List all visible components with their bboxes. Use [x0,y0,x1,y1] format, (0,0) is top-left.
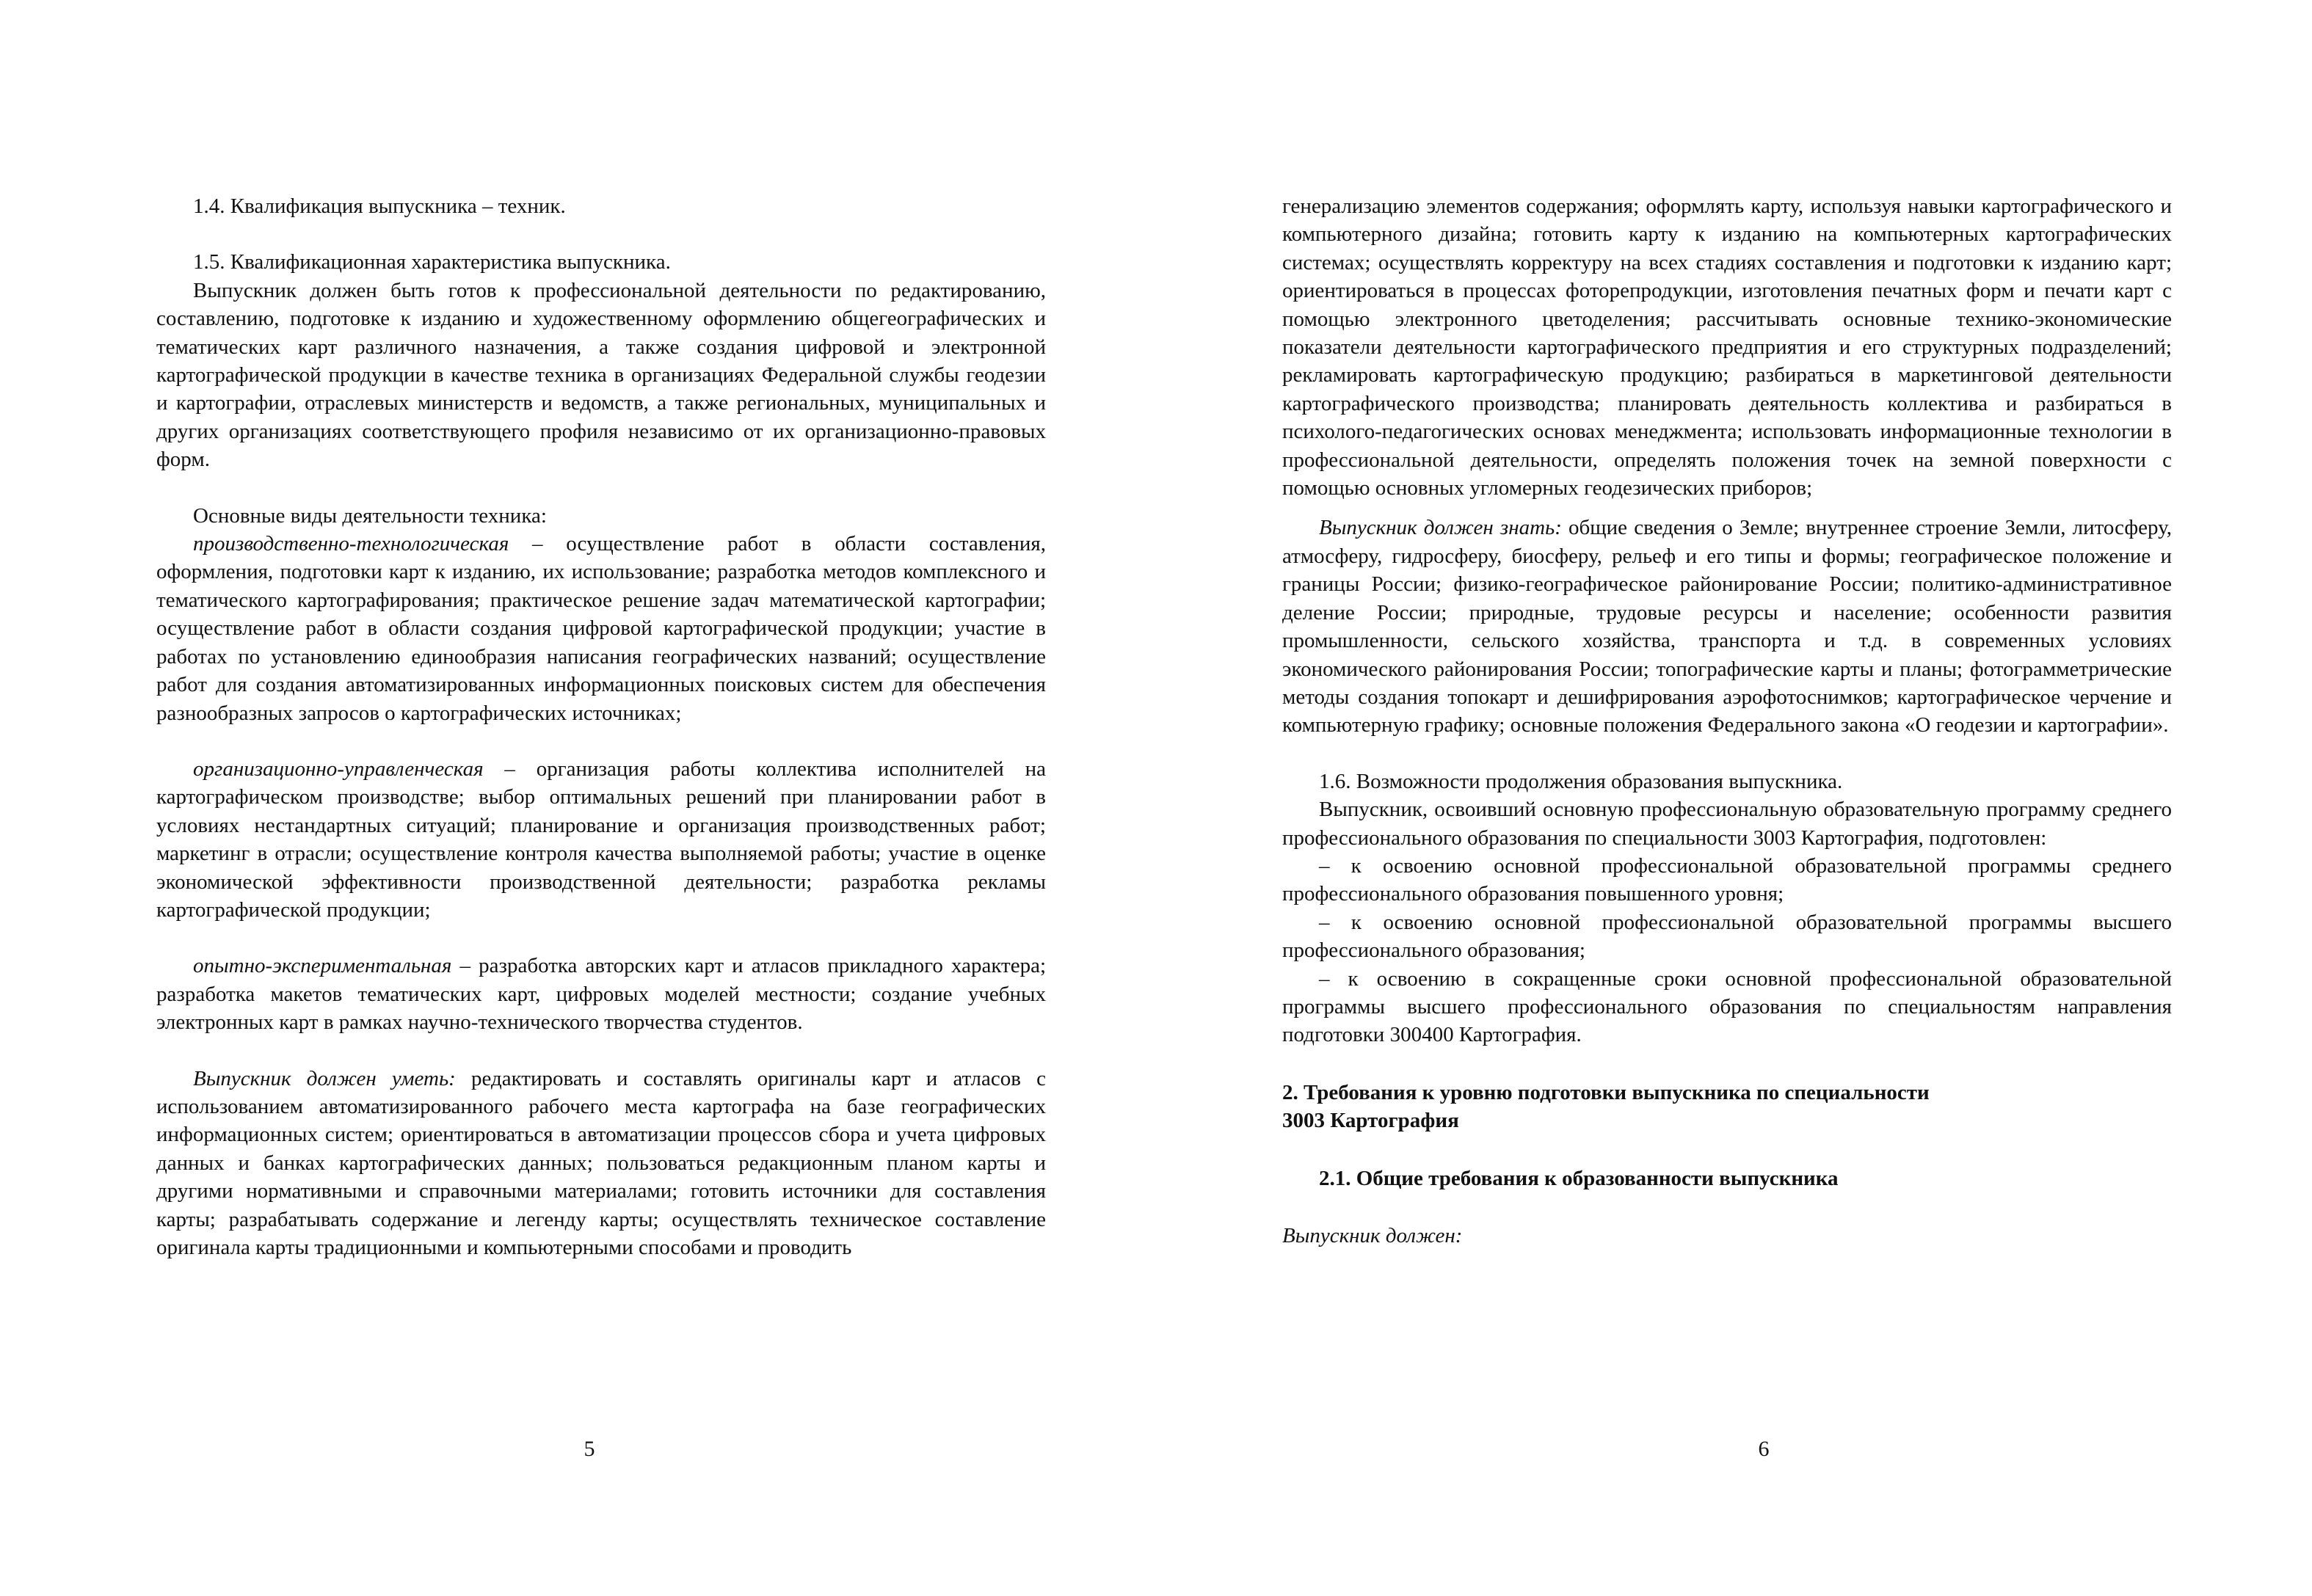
page-5-text [156,192,1046,1261]
skills-paragraph [156,1065,1046,1262]
section-2-heading-line1: 2. Требования к уровню подготовки выпускника по специальности [1282,1080,1930,1104]
knowledge-term: Выпускник должен знать: [1319,516,1562,540]
page-number-5: 5 [584,1437,595,1461]
page-6-text [1282,192,2172,1250]
graduate-must-line [1282,1222,2172,1250]
continuation-item: – к освоению основной профессиональной образовательной программы высшего профессионального образования; [1282,910,2172,963]
activity-management-text: – организация работы коллектива исполнителей на картографическом производстве; выбор оптимальных решений при планировании работ в условиях нестандартных ситуаций; планирование и организация производственных работ; маркетинг в отрасли; осуществление контроля качества выполняемой работы; участие в оценке экономической эффективности производственной деятельности; разработка рекламы картографической продукции; [156,757,1046,922]
graduate-must-term: Выпускник должен: [1282,1224,1463,1247]
activity-experimental-paragraph [156,952,1046,1036]
skills-text: редактировать и составлять оригиналы карт и атласов с использованием автоматизированного рабочего места картографа на базе географических информационных систем; ориентироваться в автоматизации процессов сбора и учета цифровых данных и банках картографических данных; пользоваться редакционным планом карты и другими нормативными и справочными материалами; готовить источники для составления карты; разрабатывать содержание и легенду карты; осуществлять техническое составление оригинала карты традиционными и компьютерными способами и проводить [156,1066,1046,1259]
characteristic-paragraph: Выпускник должен быть готов к профессиональной деятельности по редактированию, составлению, подготовке к изданию и художественному оформлению общегеографических и тематических карт различного назначения, а также создания цифровой и электронной картографической продукции в качестве техника в организациях Федеральной службы геодезии и картографии, отраслевых министерств и ведомств, а также региональных, муниципальных и других организациях соответствующего профиля независимо от их организационно-правовых форм. [156,278,1046,472]
activity-production-term: производственно-технологическая [193,532,509,556]
activity-production-text: – осуществление работ в области составления, оформления, подготовки карт к изданию, их использование; разработка методов комплексного и тематического картографирования; практическое решение задач математической картографии; осуществление работ в области создания цифровой картографической продукции; участие в работах по установлению единообразия написания географических названий; осуществление работ для создания автоматизированных информационных поисковых систем для обеспечения разнообразных запросов о картографических источниках; [156,532,1046,725]
skills-continued-paragraph: генерализацию элементов содержания; оформлять карту, используя навыки картографического и компьютерного дизайна; готовить карту к изданию на компьютерных картографических системах; осуществлять корректуру на всех стадиях составления и подготовки к изданию карт; ориентироваться в процессах фоторепродукции, изготовления печатных форм и печати карт с помощью электронного цветоделения; рассчитывать основные технико-экономические показатели деятельности картографического предприятия и его структурных подразделений; рекламировать картографическую продукцию; разбираться в маркетинговой деятельности картографического производства; планировать деятельность коллектива и разбираться в психолого-педагогических основах менеджмента; использовать информационные технологии в профессиональной деятельности, определять положения точек на земной поверхности с помощью основных угломерных геодезических приборов; [1282,194,2172,500]
page-number-6: 6 [1758,1437,1770,1461]
page-6 [1156,0,2312,1596]
knowledge-text: общие сведения о Земле; внутреннее строение Земли, литосферу, атмосферу, гидросферу, биосферу, рельеф и его типы и формы; географическое положение и границы России; физико-географическое районирование России; политико-административное деление России; природные, трудовые ресурсы и население; особенности развития промышленности, сельского хозяйства, транспорта и т.д. в современных условиях экономического районирования России; топографические карты и планы; фотограмметрические методы создания топокарт и дешифрирования аэрофотоснимков; картографическое черчение и компьютерную графику; основные положения Федерального закона «О геодезии и картографии». [1282,516,2172,737]
activity-management-paragraph [156,755,1046,924]
activity-experimental-term: опытно-экспериментальная [193,954,452,978]
activity-production-paragraph [156,530,1046,727]
activity-experimental-text: – разработка авторских карт и атласов прикладного характера; разработка макетов тематических карт, цифровых моделей местности; создание учебных электронных карт в рамках научно-технического творчества студентов. [156,954,1046,1035]
section-2-1-heading: 2.1. Общие требования к образованности выпускника [1319,1166,1839,1190]
continuation-paragraph: Выпускник, освоивший основную профессиональную образовательную программу среднего профессионального образования по специальности 3003 Картография, подготовлен: [1282,798,2172,850]
section-2-heading-line2: 3003 Картография [1282,1109,1459,1133]
continuation-item: – к освоению основной профессиональной образовательной программы среднего профессионального образования повышенного уровня; [1282,853,2172,906]
characteristic-title: 1.5. Квалификационная характеристика выпускника. [193,250,671,274]
continuation-item: – к освоению в сокращенные сроки основной профессиональной образовательной программы высшего профессионального образования по специальностям направления подготовки 300400 Картография. [1282,966,2172,1047]
knowledge-paragraph [1282,514,2172,739]
qualification-line: 1.4. Квалификация выпускника – техник. [193,194,566,218]
skills-term: Выпускник должен уметь: [193,1066,456,1090]
activity-management-term: организационно-управленческая [193,757,484,781]
continuation-title: 1.6. Возможности продолжения образования выпускника. [1319,769,1843,793]
activities-title: Основные виды деятельности техника: [193,503,547,528]
